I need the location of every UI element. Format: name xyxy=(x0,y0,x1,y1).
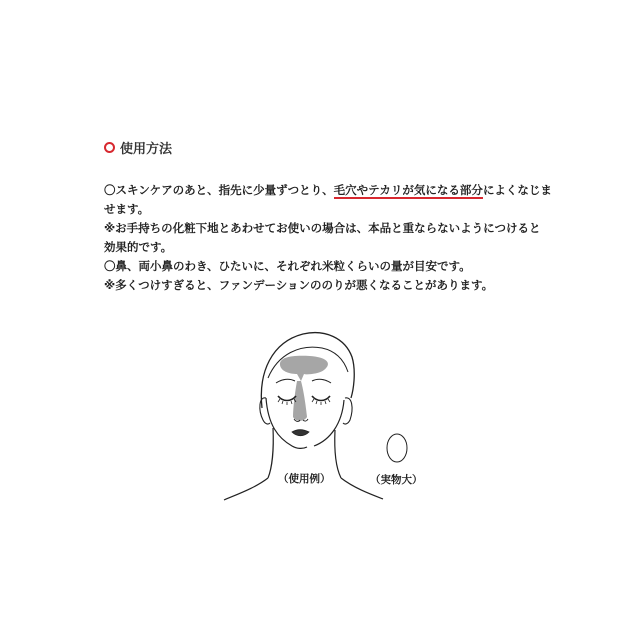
instruction-line-4: 効果的です。 xyxy=(104,240,173,254)
instruction-line-5: 〇鼻、両小鼻のわき、ひたいに、それぞれ米粒くらいの量が目安です。 xyxy=(104,259,471,273)
instruction-line-3: ※お手持ちの化粧下地とあわせてお使いの場合は、本品と重ならないようにつけると xyxy=(104,221,541,235)
section-title: 使用方法 xyxy=(120,142,173,157)
instruction-line-6: ※多くつけすぎると、ファンデーションののりが悪くなることがあります。 xyxy=(104,278,494,292)
left-shoulder xyxy=(224,478,268,500)
face-right-contour xyxy=(314,400,344,446)
neck-left xyxy=(268,428,273,478)
forehead-application-area xyxy=(280,356,328,381)
mouth xyxy=(292,430,309,436)
highlighted-phrase: 毛穴やテカリが気になる部分 xyxy=(333,183,483,197)
usage-example-caption: （使用例） xyxy=(278,473,331,485)
right-closed-eye xyxy=(312,396,330,401)
left-closed-eye xyxy=(278,396,296,401)
instruction-line-2: せます。 xyxy=(104,202,150,216)
left-eyebrow xyxy=(276,379,295,383)
instruction-line-1: 〇スキンケアのあと、指先に少量ずつとり、毛穴やテカリが気になる部分によくなじま xyxy=(104,183,552,197)
actual-size-drop xyxy=(387,434,407,462)
neck-right xyxy=(335,430,341,478)
actual-size-caption: （実物大） xyxy=(370,474,423,486)
right-eyebrow xyxy=(312,379,331,383)
